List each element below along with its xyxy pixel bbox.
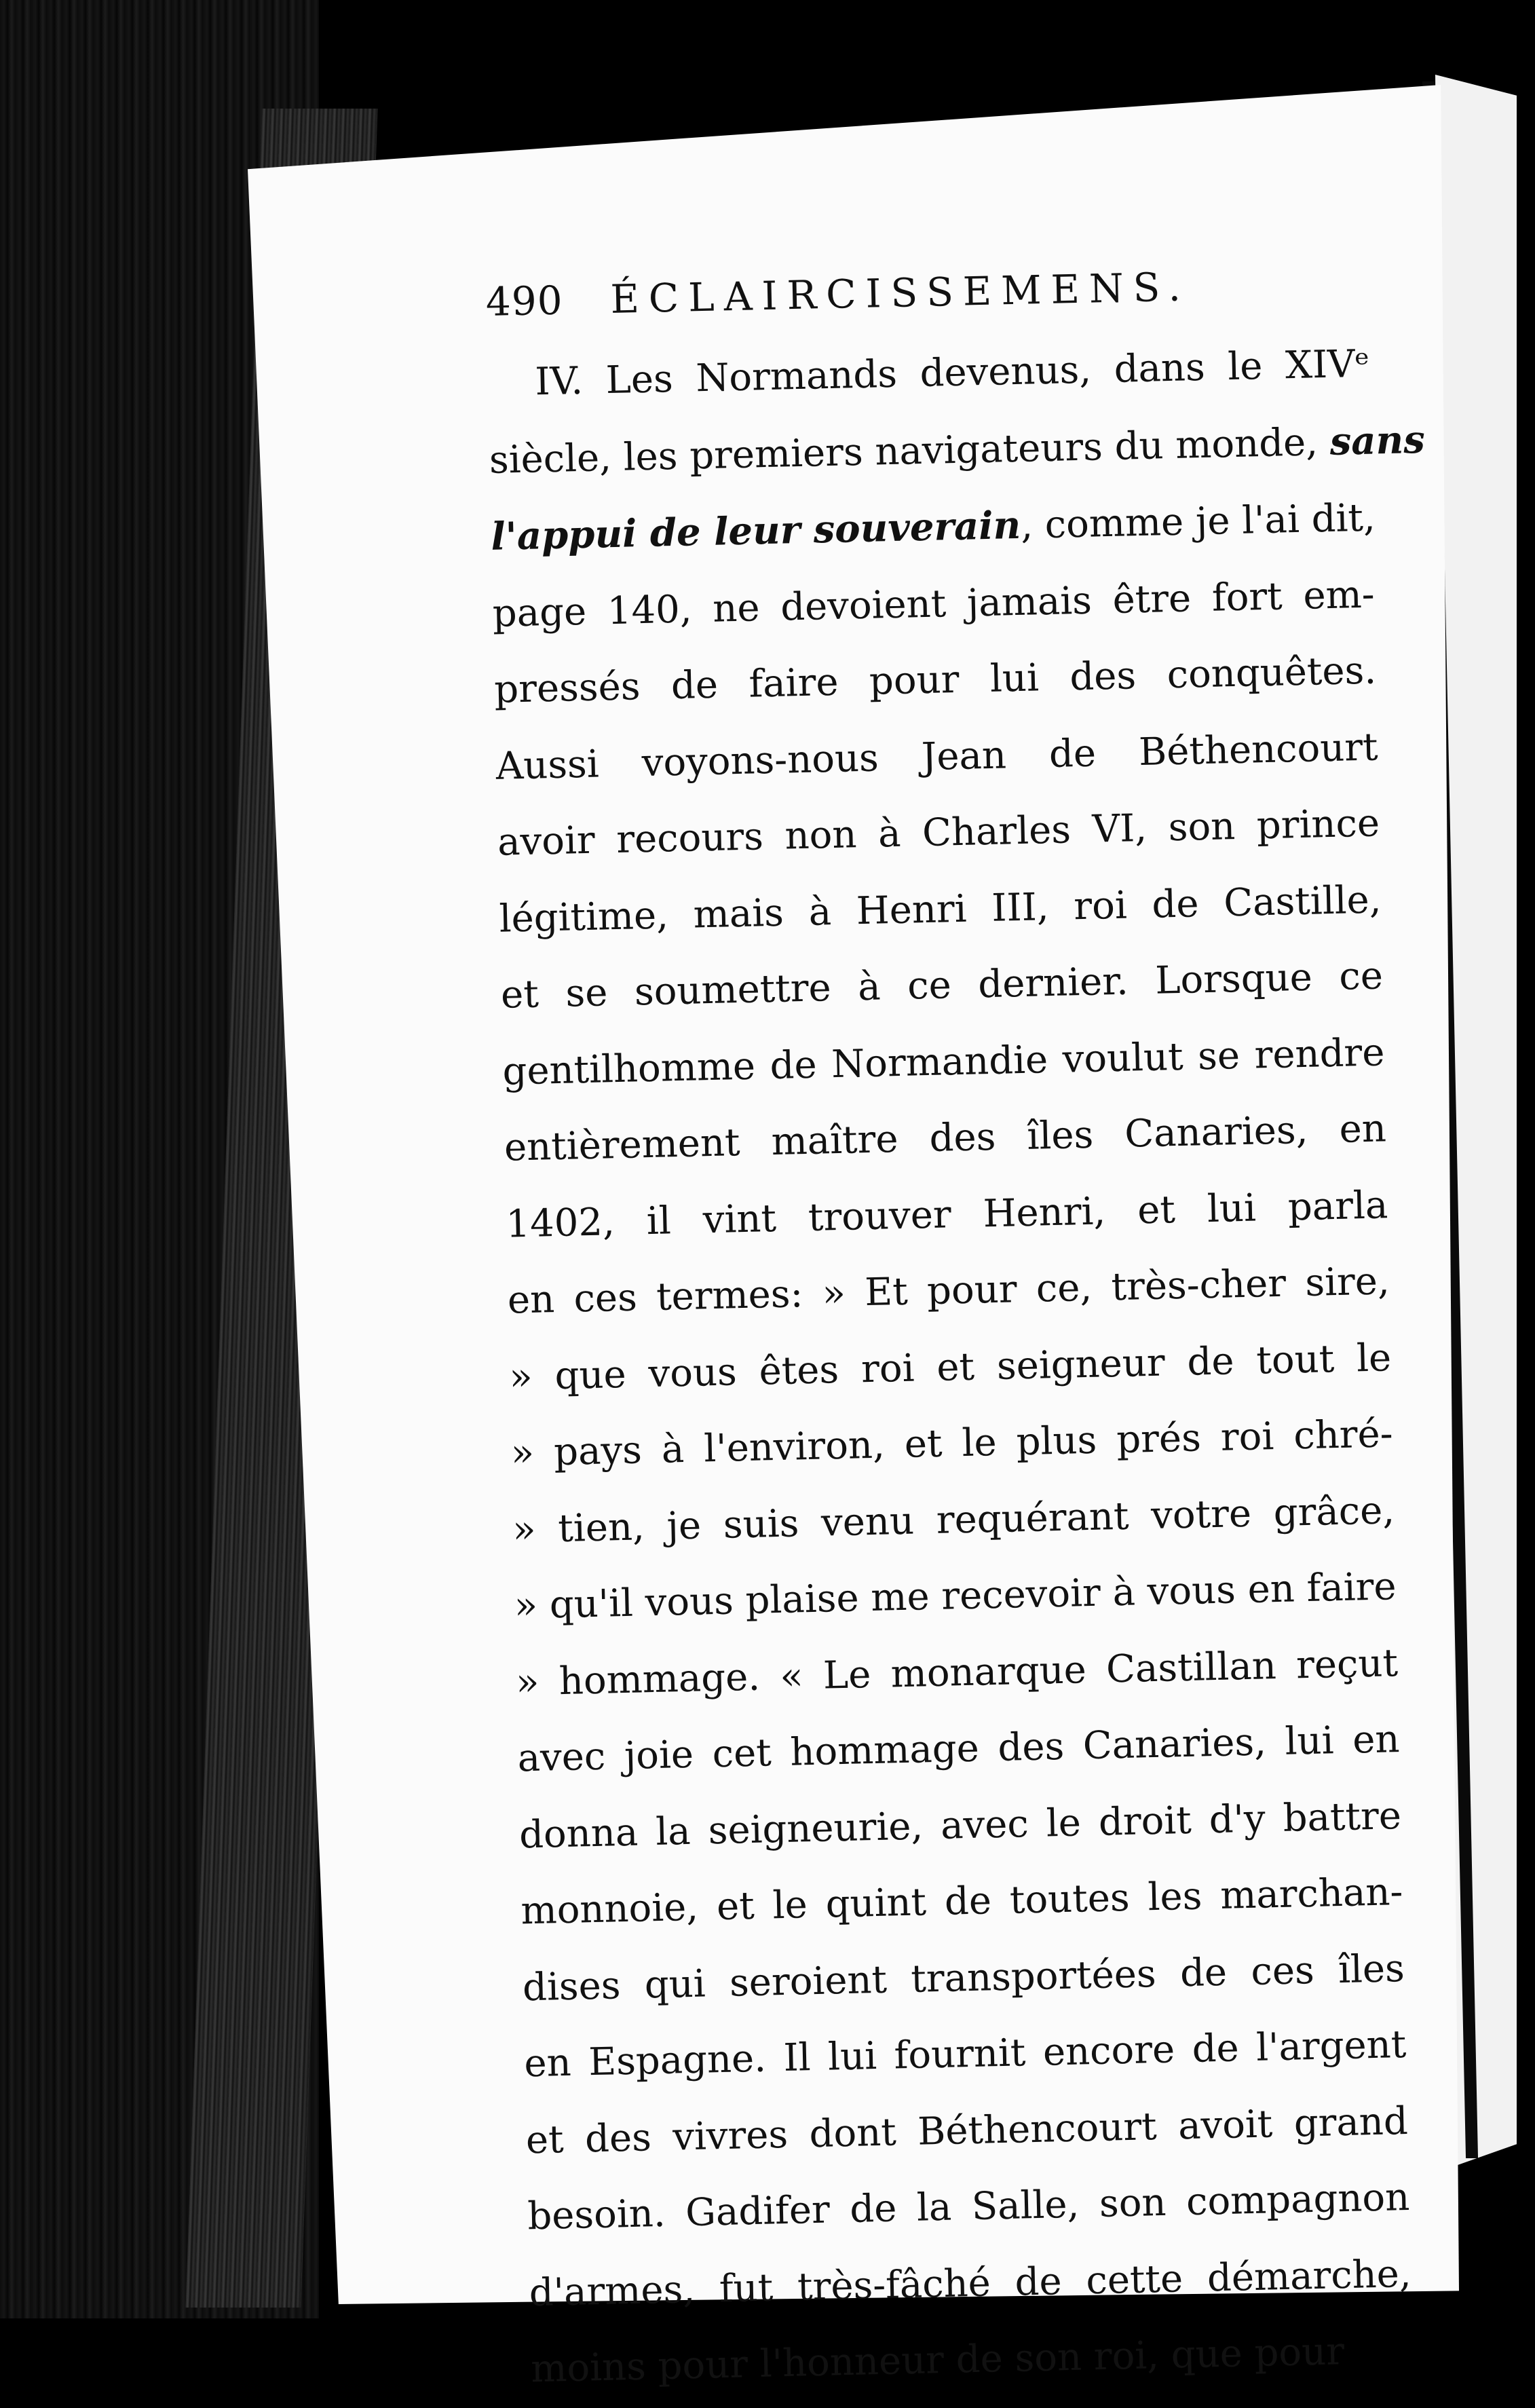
text-segment: , comme je l'ai dit, (1020, 495, 1376, 548)
text-line: page 140, ne devoient jamais être fort em- (492, 572, 1376, 636)
text-line: dises qui seroient transportées de ces îles (522, 1946, 1405, 2010)
text-line: avec joie cet hommage des Canaries, lui en (516, 1717, 1401, 1781)
text-line: besoin. Gadifer de la Salle, son compagnon (527, 2175, 1410, 2239)
text-line: » pays à l'environ, et le plus prés roi chré- (510, 1412, 1394, 1475)
text-line: pressés de faire pour lui des conquêtes. (493, 648, 1377, 712)
text-line: 1402, il vint trouver Henri, et lui parla (505, 1182, 1388, 1247)
text-line: entièrement maître des îles Canaries, en (504, 1106, 1387, 1170)
text-line: d'armes, fut très-fâché de cette démarche, (529, 2251, 1412, 2315)
text-line: IV. Les Normands devenus, dans le XIVᵉ (534, 341, 1370, 405)
text-line: gentilhomme de Normandie voulut se rendre (501, 1030, 1386, 1094)
page-number: 490 (485, 277, 564, 325)
text-line: en Espagne. Il lui fournit encore de l'argent (523, 2023, 1407, 2086)
italic-text: sans (1329, 417, 1426, 464)
italic-text: l'appui de leur souverain (490, 502, 1021, 559)
text-line: avoir recours non à Charles VI, son prince (497, 801, 1380, 865)
text-line: » qu'il vous plaise me recevoir à vous en faire (514, 1564, 1397, 1628)
text-line: Aussi voyons-nous Jean de Béthencourt (495, 724, 1379, 789)
text-line: et des vivres dont Béthencourt avoit grand (525, 2099, 1409, 2162)
text-line: donna la seigneurie, avec le droit d'y battre (518, 1793, 1402, 1857)
text-line: et se soumettre à ce dernier. Lorsque ce (500, 954, 1384, 1017)
running-title: ÉCLAIRCISSEMENS. (609, 263, 1191, 322)
page-content (485, 256, 1426, 2408)
text-segment: siècle, les premiers navigateurs du monde, (489, 419, 1331, 483)
body-text (487, 326, 1426, 2408)
text-line: » tien, je suis venu requérant votre grâce, (512, 1488, 1395, 1552)
text-line: en ces termes: » Et pour ce, très-cher sire, (507, 1259, 1390, 1323)
text-line: moins pour l'honneur de son roi, que pour (530, 2329, 1345, 2392)
text-line: légitime, mais à Henri III, roi de Castille, (498, 877, 1382, 941)
text-line: » que vous êtes roi et seigneur de tout le (508, 1335, 1392, 1399)
text-line: » hommage. « Le monarque Castillan reçut (515, 1640, 1399, 1704)
text-line: monnoie, et le quint de toutes les marchan- (520, 1870, 1404, 1934)
